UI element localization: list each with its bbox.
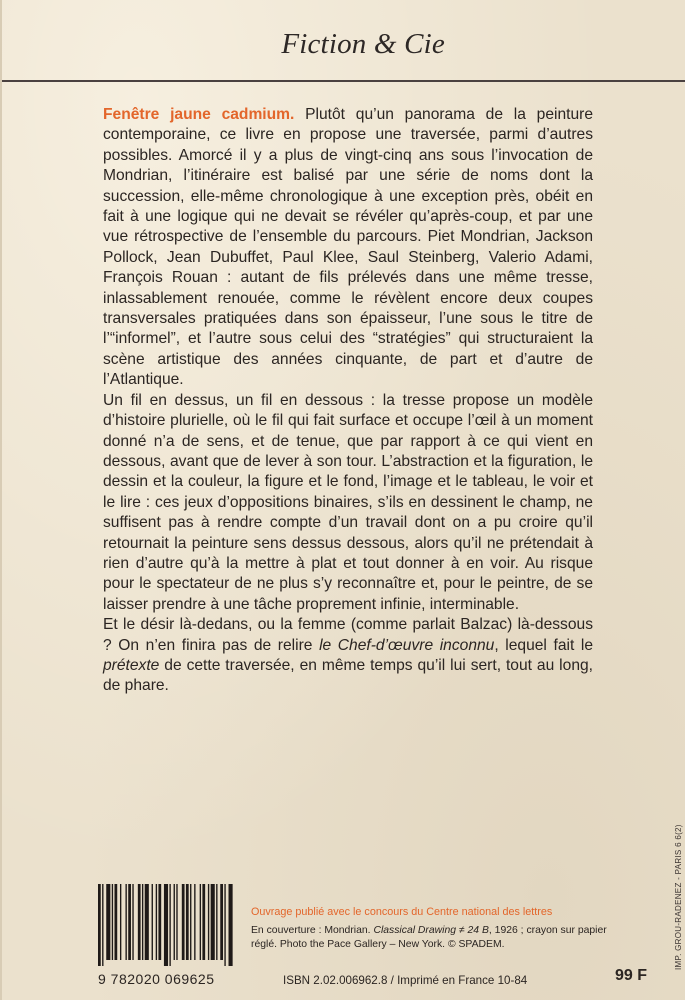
- barcode-bar: [158, 884, 161, 960]
- barcode-bar: [229, 884, 233, 966]
- barcode-bar: [125, 884, 126, 960]
- barcode-bar: [169, 884, 170, 966]
- barcode-bar: [200, 884, 201, 960]
- barcode-bar: [176, 884, 177, 960]
- support-line: Ouvrage publié avec le concours du Centre national des lettres: [251, 906, 553, 918]
- blurb-paragraph-3-a: Et le désir là-dedans, ou la femme (comme parlait Balzac) là-dessous ? On n’en finira pas de relire: [103, 616, 593, 654]
- cover-credit-b: , 1926 ; crayon sur papier réglé. Photo the Pace Gallery – New York. © SPADEM.: [251, 925, 607, 950]
- barcode-bar: [164, 884, 168, 966]
- printer-mark: IMP. GROU-RADENEZ - PARIS 6 6(2): [674, 824, 683, 970]
- series-title: Fiction & Cie: [281, 28, 445, 60]
- barcode-bar: [186, 884, 189, 960]
- barcode-bar: [138, 884, 141, 960]
- blurb-paragraph-3-c: de cette traversée, en même temps qu’il lui sert, tout au long, de phare.: [103, 656, 593, 695]
- pretexte-italic: prétexte: [103, 656, 160, 674]
- barcode-bar: [202, 884, 205, 960]
- blurb-paragraph-2: Un fil en dessus, un fil en dessous : la tresse propose un modèle d’histoire plurielle, où le fil qui fait surface et occupe l’œil à un moment donné n’a de sens, et de tenue, que par rapport à ce qui vient en dessous, avant que de lever à son tour. L’abstraction et la figuration, le dessin et la couleur, la figure et le fond, l’image et le tableau, le voir et le lire : ces jeux d’oppositions binaires, s’ils en dessinent le champ, ne suffisent pas à rendre compte d’un travail dont on a pu croire qu’il retournait la peinture sens dessus dessous, alors qu’il ne prétendait à rien d’autre qu’à la mettre à plat et tout donner à en voir. Au risque pour le spectateur de ne plus s’y reconnaître et, pour le peintre, de se laisser prendre à une tâche proprement infinie, interminable.: [103, 391, 593, 613]
- barcode-bar: [132, 884, 133, 960]
- barcode-bar: [208, 884, 209, 960]
- barcode-bar: [145, 884, 149, 960]
- barcode-bar: [102, 884, 103, 966]
- book-title-italic: le Chef-d’œuvre inconnu: [319, 636, 495, 654]
- barcode-bar: [106, 884, 110, 960]
- cover-credit: [251, 924, 611, 952]
- barcode-bar: [128, 884, 131, 960]
- barcode-bar: [114, 884, 117, 960]
- cover-artwork-title: Classical Drawing ≠ 24 B: [373, 925, 489, 936]
- barcode-bar: [112, 884, 113, 960]
- blurb: [103, 105, 593, 697]
- blurb-lead: Fenêtre jaune cadmium.: [103, 106, 295, 123]
- barcode-bar: [220, 884, 223, 960]
- cover-credit-a: En couverture : Mondrian.: [251, 925, 374, 936]
- barcode-bar: [190, 884, 191, 960]
- price: 99 F: [614, 967, 647, 984]
- barcode-bar: [194, 884, 195, 960]
- blurb-paragraph-3-b: , lequel fait le: [494, 636, 594, 654]
- barcode-digits: 9 782020 069625: [98, 971, 215, 987]
- barcode-bar: [142, 884, 143, 960]
- barcode-bar: [174, 884, 175, 960]
- barcode-bar: [211, 884, 215, 960]
- barcode-bar: [120, 884, 121, 960]
- blurb-paragraph-3: [103, 615, 593, 697]
- header-rule: [2, 80, 685, 82]
- barcode-bar: [216, 884, 217, 960]
- isbn-line: ISBN 2.02.006962.8 / Imprimé en France 10-84: [283, 974, 528, 987]
- barcode-bar: [224, 884, 225, 966]
- barcode-bar: [98, 884, 101, 966]
- barcode-bar: [182, 884, 185, 960]
- blurb-paragraph-1: [103, 105, 593, 391]
- blurb-paragraph-1-text: Plutôt qu’un panorama de la peinture contemporaine, ce livre en propose une traversée, parmi d’autres possibles. Amorcé il y a plus de vingt-cinq ans sous l’invocation de Mondrian, l’itinéraire est balisé par une série de noms dont la succession, elle-même chronologique à une exception près, obéit en fait à une logique qui ne devait se révéler qu’après-coup, et par une vue rétrospective de l’ensemble du parcours. Piet Mondrian, Jackson Pollock, Jean Dubuffet, Paul Klee, Saul Steinberg, Valerio Adami, François Rouan : autant de fils prélevés dans une même tresse, inlassablement renouée, comme le révèlent encore deux coupes transversales pratiquées dans son épaisseur, l’une sous le titre de l’“informel”, et l’autre sous celui des “stratégies” qui structuraient la scène artistique des années cinquante, de part et d’autre de l’Atlantique.: [103, 106, 594, 389]
- barcode: [98, 884, 234, 966]
- barcode-bar: [152, 884, 153, 960]
- barcode-bar: [156, 884, 157, 960]
